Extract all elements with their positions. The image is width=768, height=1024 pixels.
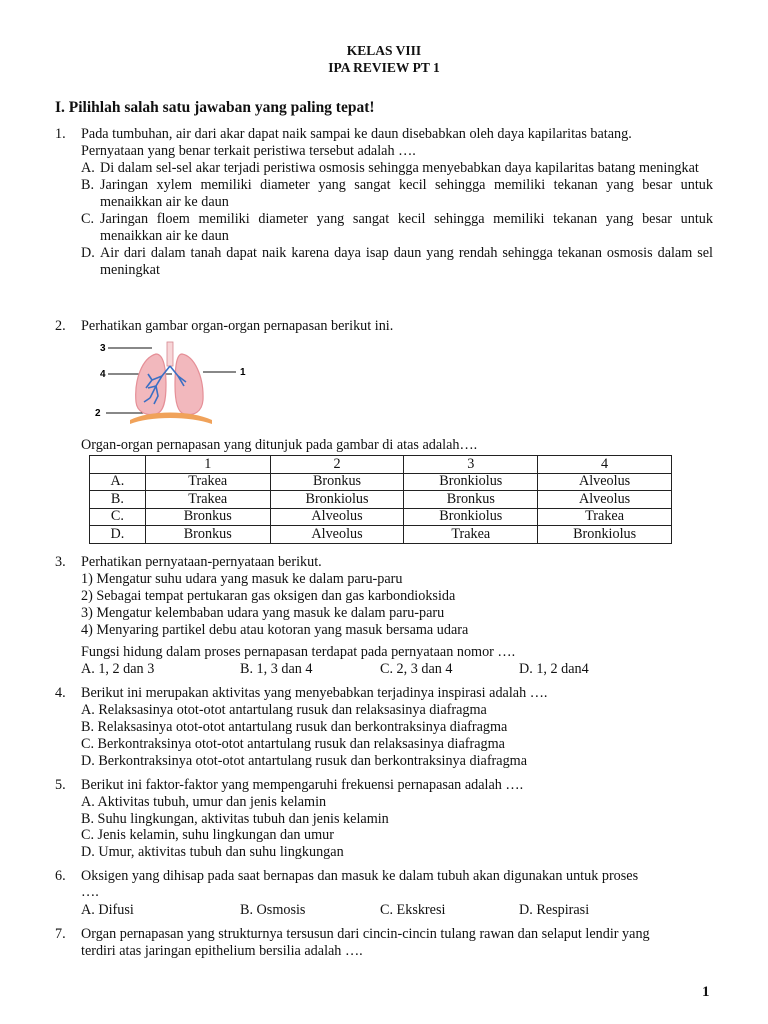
q3-statement-1: 1) Mengatur suhu udara yang masuk ke dalam paru-paru (81, 571, 403, 587)
table-cell: C. (90, 508, 146, 526)
q6-text-line2: …. (81, 884, 99, 900)
table-cell: Trakea (145, 473, 270, 491)
table-cell: Bronkiolus (404, 508, 538, 526)
page-number: 1 (702, 984, 710, 1000)
table-cell: 2 (270, 456, 404, 474)
q5-text: Berikut ini faktor-faktor yang mempengaruhi frekuensi pernapasan adalah …. (81, 777, 524, 793)
q7-number: 7. (55, 926, 66, 942)
table-cell: Alveolus (538, 473, 672, 491)
q1-option-b[interactable]: B. Jaringan xylem memiliki diameter yang sangat kecil sehingga memiliki tekanan yang besar untuk menaikkan air ke daun (81, 177, 713, 210)
table-cell: Alveolus (538, 491, 672, 509)
table-cell: Alveolus (270, 508, 404, 526)
q1-option-d[interactable]: D. Air dari dalam tanah dapat naik karena daya isap daun yang rendah sehingga tekanan osmosis dalam sel meningkat (81, 245, 713, 278)
figure-label-1: 1 (240, 367, 246, 378)
table-row[interactable] (90, 491, 672, 509)
q1-options (81, 160, 713, 279)
q5-option-a[interactable]: A. Aktivitas tubuh, umur dan jenis kelamin (81, 794, 327, 810)
q1-number: 1. (55, 126, 66, 142)
table-cell: Bronkus (145, 526, 270, 544)
q5-option-b[interactable]: B. Suhu lingkungan, aktivitas tubuh dan jenis kelamin (81, 811, 389, 827)
header-class: KELAS VIII (346, 43, 422, 58)
table-cell: D. (90, 526, 146, 544)
table-cell: Trakea (404, 526, 538, 544)
table-cell: Bronkus (404, 491, 538, 509)
q3-statement-4: 4) Menyaring partikel debu atau kotoran yang masuk bersama udara (81, 622, 469, 638)
table-cell (90, 456, 146, 474)
trachea-shape (167, 342, 173, 366)
lungs-figure (90, 340, 250, 430)
q4-option-b[interactable]: B. Relaksasinya otot-otot antartulang rusuk dan berkontraksinya diafragma (81, 719, 508, 735)
figure-label-4: 4 (100, 369, 106, 380)
table-cell: 3 (404, 456, 538, 474)
q1-option-c[interactable]: C. Jaringan floem memiliki diameter yang sangat kecil sehingga memiliki tekanan yang besar untuk menaikkan air ke daun (81, 211, 713, 244)
q6-option-c[interactable]: C. Ekskresi (380, 902, 446, 918)
table-header-row (90, 456, 672, 474)
table-cell: Bronkiolus (270, 491, 404, 509)
q3-option-d[interactable]: D. 1, 2 dan4 (519, 661, 589, 677)
q3-option-b[interactable]: B. 1, 3 dan 4 (240, 661, 313, 677)
table-cell: 4 (538, 456, 672, 474)
table-row[interactable] (90, 526, 672, 544)
q5-number: 5. (55, 777, 66, 793)
table-cell: Alveolus (270, 526, 404, 544)
q5-option-d[interactable]: D. Umur, aktivitas tubuh dan suhu lingkungan (81, 844, 344, 860)
table-cell: A. (90, 473, 146, 491)
table-cell: Trakea (538, 508, 672, 526)
table-cell: Bronkus (270, 473, 404, 491)
table-cell: Bronkus (145, 508, 270, 526)
table-cell: Bronkiolus (404, 473, 538, 491)
q6-option-b[interactable]: B. Osmosis (240, 902, 306, 918)
q4-number: 4. (55, 685, 66, 701)
left-lung-shape (136, 354, 166, 415)
q1-text-line1: Pada tumbuhan, air dari akar dapat naik sampai ke daun disebabkan oleh daya kapilaritas batang. (81, 126, 632, 142)
q2-text: Perhatikan gambar organ-organ pernapasan berikut ini. (81, 318, 394, 334)
q4-option-a[interactable]: A. Relaksasinya otot-otot antartulang rusuk dan relaksasinya diafragma (81, 702, 487, 718)
q2-answer-table (89, 455, 672, 544)
figure-label-3: 3 (100, 343, 106, 354)
table-cell: Trakea (145, 491, 270, 509)
header-title: IPA REVIEW PT 1 (328, 60, 440, 75)
q1-text-line2: Pernyataan yang benar terkait peristiwa tersebut adalah …. (81, 143, 416, 159)
section-title: I. Pilihlah salah satu jawaban yang paling tepat! (55, 99, 375, 116)
q6-text-line1: Oksigen yang dihisap pada saat bernapas dan masuk ke dalam tubuh akan digunakan untuk proses (81, 868, 639, 884)
q2-number: 2. (55, 318, 66, 334)
q6-option-d[interactable]: D. Respirasi (519, 902, 590, 918)
q1-option-a[interactable]: A. Di dalam sel-sel akar terjadi peristiwa osmosis sehingga menyebabkan daya kapilaritas batang meningkat (81, 160, 699, 176)
table-cell: Bronkiolus (538, 526, 672, 544)
q7-text-line1: Organ pernapasan yang strukturnya tersusun dari cincin-cincin tulang rawan dan selaput lendir yang (81, 926, 650, 942)
q3-statement-3: 3) Mengatur kelembaban udara yang masuk ke dalam paru-paru (81, 605, 445, 621)
q4-option-c[interactable]: C. Berkontraksinya otot-otot antartulang rusuk dan relaksasinya diafragma (81, 736, 505, 752)
q4-text: Berikut ini merupakan aktivitas yang menyebabkan terjadinya inspirasi adalah …. (81, 685, 548, 701)
figure-label-2: 2 (95, 408, 101, 419)
q6-option-a[interactable]: A. Difusi (81, 902, 134, 918)
q3-number: 3. (55, 554, 66, 570)
right-lung-shape (175, 354, 203, 414)
q2-question: Organ-organ pernapasan yang ditunjuk pada gambar di atas adalah…. (81, 437, 478, 453)
q5-option-c[interactable]: C. Jenis kelamin, suhu lingkungan dan umur (81, 827, 334, 843)
q3-option-a[interactable]: A. 1, 2 dan 3 (81, 661, 155, 677)
diaphragm-shape (130, 413, 212, 425)
q6-number: 6. (55, 868, 66, 884)
q3-text: Perhatikan pernyataan-pernyataan berikut. (81, 554, 322, 570)
table-row[interactable] (90, 473, 672, 491)
table-cell: B. (90, 491, 146, 509)
q3-question: Fungsi hidung dalam proses pernapasan terdapat pada pernyataan nomor …. (81, 644, 516, 660)
q4-option-d[interactable]: D. Berkontraksinya otot-otot antartulang rusuk dan berkontraksinya diafragma (81, 753, 527, 769)
table-row[interactable] (90, 508, 672, 526)
table-cell: 1 (145, 456, 270, 474)
q7-text-line2: terdiri atas jaringan epithelium bersilia adalah …. (81, 943, 363, 959)
q3-option-c[interactable]: C. 2, 3 dan 4 (380, 661, 453, 677)
q3-statement-2: 2) Sebagai tempat pertukaran gas oksigen dan gas karbondioksida (81, 588, 456, 604)
